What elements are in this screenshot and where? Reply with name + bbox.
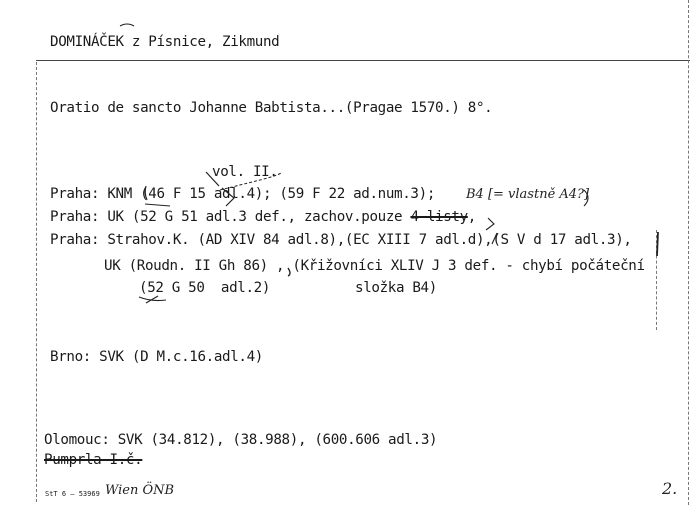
corner-number: 2. (662, 479, 678, 498)
holding-praha-uk-text: Praha: UK (52 G 51 adl.3 def., zachov.pouze (50, 209, 411, 225)
work-title: Oratio de sancto Johanne Babtista...(Pragae 1570.) 8°. (50, 100, 493, 116)
vol-note-underline (220, 172, 282, 190)
holding-kriz-note: složka B4) (355, 280, 437, 296)
volume-note: vol. II. (212, 164, 278, 180)
holding-praha-knm: Praha: KNM (46 F 15 adl.4); (59 F 22 ad.num.3); (50, 186, 436, 202)
heading-accent-mark (120, 24, 134, 26)
olomouc-struck-note: Pumprla I.č. (44, 452, 143, 468)
strahov-tick (492, 233, 497, 244)
card-heading: DOMINÁČEK z Písnice, Zikmund (50, 34, 280, 50)
vol-note-check-mark (206, 172, 219, 186)
knm-insert-mark (222, 188, 234, 206)
footer-code: StT 6 — 53969 (45, 490, 100, 498)
holding-praha-knm-note: B4 [= vlastně A4?] (466, 187, 590, 202)
holding-brno: Brno: SVK (D M.c.16.adl.4) (50, 349, 263, 365)
holding-praha-uk-struck: 4 listy (410, 209, 468, 225)
holding-olomouc: Olomouc: SVK (34.812), (38.988), (600.606 adl.3) (44, 432, 438, 448)
b4-note-curl (584, 190, 588, 206)
knm-underline-mark (145, 204, 170, 206)
roudnice-curl (288, 268, 290, 276)
holding-praha-strahov: Praha: Strahov.K. (AD XIV 84 adl.8),(EC XIII 7 adl.d),(S V d 17 adl.3), (50, 232, 632, 248)
knm-bracket-mark (145, 186, 147, 200)
footer-signature: Wien ÖNB (105, 483, 175, 498)
strahov-end-bar (657, 232, 658, 256)
holding-praha-uk-end: , (467, 209, 476, 225)
holding-uk-roudnice: UK (Roudn. II Gh 86) , (Křižovníci XLIV J 3 def. - chybí počáteční (104, 258, 645, 274)
uk-strike-hook (486, 218, 494, 230)
holding-uk-52g50: (52 G 50 adl.2) (139, 280, 271, 296)
